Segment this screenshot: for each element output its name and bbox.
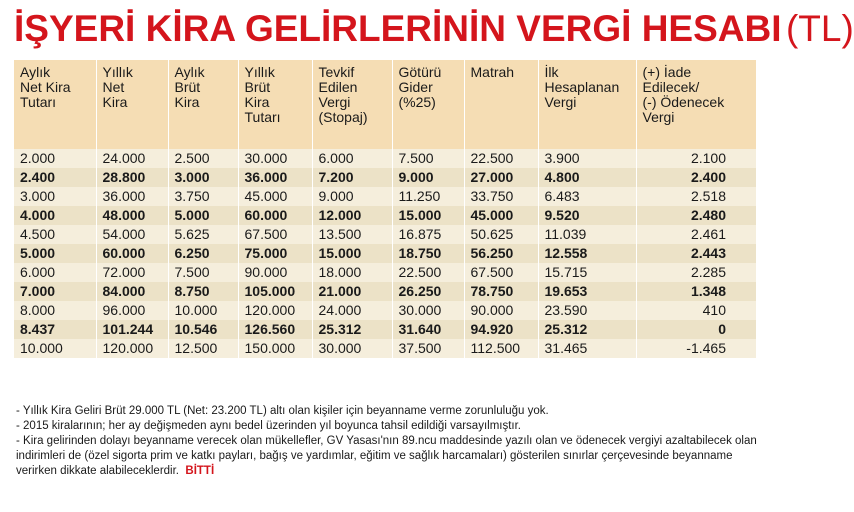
table-cell: 9.000	[392, 168, 464, 187]
table-cell: 13.500	[312, 225, 392, 244]
end-mark: BİTTİ	[185, 465, 215, 477]
table-cell: 6.250	[168, 244, 238, 263]
table-cell: 27.000	[464, 168, 538, 187]
table-cell: 36.000	[238, 168, 312, 187]
table-cell: 7.200	[312, 168, 392, 187]
table-cell: 48.000	[96, 206, 168, 225]
table-cell: 12.000	[312, 206, 392, 225]
table-cell: 45.000	[464, 206, 538, 225]
table-cell: 56.250	[464, 244, 538, 263]
table-cell: 2.000	[14, 149, 96, 168]
title-unit: (TL)	[785, 8, 854, 49]
table-cell: 21.000	[312, 282, 392, 301]
table-cell: 6.483	[538, 187, 636, 206]
table-cell: 2.400	[636, 168, 756, 187]
table-cell: 67.500	[238, 225, 312, 244]
table-cell: 120.000	[238, 301, 312, 320]
table-cell: 30.000	[392, 301, 464, 320]
table-cell: 4.000	[14, 206, 96, 225]
tax-table	[14, 60, 756, 358]
table-cell: 5.000	[14, 244, 96, 263]
table-cell: 10.000	[14, 339, 96, 358]
table-row	[14, 263, 756, 282]
table-cell: 101.244	[96, 320, 168, 339]
table-cell: 90.000	[464, 301, 538, 320]
table-cell: 2.285	[636, 263, 756, 282]
table-cell: 15.000	[312, 244, 392, 263]
table-cell: 5.000	[168, 206, 238, 225]
footnote-3-text: - Kira gelirinden dolayı beyanname verecek olan mükellefler, GV Yasası'nın 89.ncu maddesinde yazılı olan ve ödenecek vergiyi azaltabilecek olan indirimleri de (özel sigorta prim ve katkı payları, bağış ve yardımlar, eğitim ve sağlık harcamaları) gösterilen sınırlar çerçevesinde beyanname verirken dikkate alabileceklerdir.	[16, 435, 757, 477]
table-cell: 19.653	[538, 282, 636, 301]
footnote-2: - 2015 kiralarının; her ay değişmeden aynı bedel üzerinden yıl boyunca tahsil edildiği varsayılmıştır.	[16, 420, 521, 432]
table-cell: 2.100	[636, 149, 756, 168]
table-cell: 3.000	[14, 187, 96, 206]
table-cell: 26.250	[392, 282, 464, 301]
table-cell: 112.500	[464, 339, 538, 358]
table-cell: 15.000	[392, 206, 464, 225]
table-cell: 410	[636, 301, 756, 320]
column-header: Yıllık Brüt Kira Tutarı	[238, 60, 312, 149]
table-cell: 18.000	[312, 263, 392, 282]
footnote-3	[16, 434, 758, 479]
table-row	[14, 282, 756, 301]
table-cell: 9.000	[312, 187, 392, 206]
table-row	[14, 320, 756, 339]
table-cell: 2.461	[636, 225, 756, 244]
table-cell: 22.500	[392, 263, 464, 282]
column-header: Yıllık Net Kira	[96, 60, 168, 149]
table-cell: 3.000	[168, 168, 238, 187]
footnotes	[16, 404, 758, 479]
table-cell: 15.715	[538, 263, 636, 282]
table-cell: 10.000	[168, 301, 238, 320]
table-cell: 60.000	[238, 206, 312, 225]
table-cell: 2.400	[14, 168, 96, 187]
table-cell: 84.000	[96, 282, 168, 301]
table-cell: 90.000	[238, 263, 312, 282]
table-cell: 7.500	[392, 149, 464, 168]
column-header: Aylık Brüt Kira	[168, 60, 238, 149]
table-cell: 126.560	[238, 320, 312, 339]
table-header-row	[14, 60, 756, 149]
table-cell: 54.000	[96, 225, 168, 244]
table-cell: 8.750	[168, 282, 238, 301]
table-cell: 11.250	[392, 187, 464, 206]
table-cell: 67.500	[464, 263, 538, 282]
table-cell: 5.625	[168, 225, 238, 244]
table-cell: 24.000	[312, 301, 392, 320]
table-cell: 25.312	[312, 320, 392, 339]
table-cell: 7.000	[14, 282, 96, 301]
table-cell: 2.518	[636, 187, 756, 206]
table-row	[14, 244, 756, 263]
table-cell: 2.443	[636, 244, 756, 263]
table-cell: 4.800	[538, 168, 636, 187]
column-header: İlk Hesaplanan Vergi	[538, 60, 636, 149]
table-cell: 78.750	[464, 282, 538, 301]
table-cell: 22.500	[464, 149, 538, 168]
table-cell: 50.625	[464, 225, 538, 244]
table-cell: 18.750	[392, 244, 464, 263]
table-row	[14, 168, 756, 187]
table-cell: 6.000	[14, 263, 96, 282]
table-cell: 11.039	[538, 225, 636, 244]
table-cell: -1.465	[636, 339, 756, 358]
table-row	[14, 206, 756, 225]
table-cell: 75.000	[238, 244, 312, 263]
table-cell: 9.520	[538, 206, 636, 225]
footnote-1: - Yıllık Kira Geliri Brüt 29.000 TL (Net: 23.200 TL) altı olan kişiler için beyanname verme zorunluluğu yok.	[16, 405, 549, 417]
table-cell: 37.500	[392, 339, 464, 358]
table-cell: 1.348	[636, 282, 756, 301]
table-cell: 45.000	[238, 187, 312, 206]
table-row	[14, 149, 756, 168]
column-header: Tevkif Edilen Vergi (Stopaj)	[312, 60, 392, 149]
table-cell: 12.558	[538, 244, 636, 263]
table-cell: 7.500	[168, 263, 238, 282]
table-cell: 23.590	[538, 301, 636, 320]
table-row	[14, 187, 756, 206]
table-cell: 25.312	[538, 320, 636, 339]
table-body	[14, 149, 756, 358]
table-cell: 94.920	[464, 320, 538, 339]
table-cell: 12.500	[168, 339, 238, 358]
table-cell: 10.546	[168, 320, 238, 339]
table-cell: 8.000	[14, 301, 96, 320]
table-cell: 3.750	[168, 187, 238, 206]
table-cell: 3.900	[538, 149, 636, 168]
column-header: Matrah	[464, 60, 538, 149]
column-header: Aylık Net Kira Tutarı	[14, 60, 96, 149]
table-cell: 2.480	[636, 206, 756, 225]
column-header: (+) İade Edilecek/ (-) Ödenecek Vergi	[636, 60, 756, 149]
table-cell: 4.500	[14, 225, 96, 244]
table-row	[14, 225, 756, 244]
table-cell: 31.465	[538, 339, 636, 358]
table-cell: 31.640	[392, 320, 464, 339]
title-main: İŞYERİ KİRA GELİRLERİNİN VERGİ HESABI	[14, 8, 782, 49]
table-row	[14, 301, 756, 320]
table-cell: 72.000	[96, 263, 168, 282]
table-cell: 120.000	[96, 339, 168, 358]
table-cell: 36.000	[96, 187, 168, 206]
table-cell: 2.500	[168, 149, 238, 168]
table-cell: 0	[636, 320, 756, 339]
table-cell: 30.000	[312, 339, 392, 358]
table-cell: 60.000	[96, 244, 168, 263]
table-row	[14, 339, 756, 358]
table-cell: 8.437	[14, 320, 96, 339]
table-cell: 6.000	[312, 149, 392, 168]
table-cell: 96.000	[96, 301, 168, 320]
table-cell: 28.800	[96, 168, 168, 187]
page-title	[14, 4, 854, 54]
table-cell: 150.000	[238, 339, 312, 358]
table-cell: 105.000	[238, 282, 312, 301]
column-header: Götürü Gider (%25)	[392, 60, 464, 149]
table-cell: 24.000	[96, 149, 168, 168]
table-cell: 33.750	[464, 187, 538, 206]
table-cell: 16.875	[392, 225, 464, 244]
table-cell: 30.000	[238, 149, 312, 168]
